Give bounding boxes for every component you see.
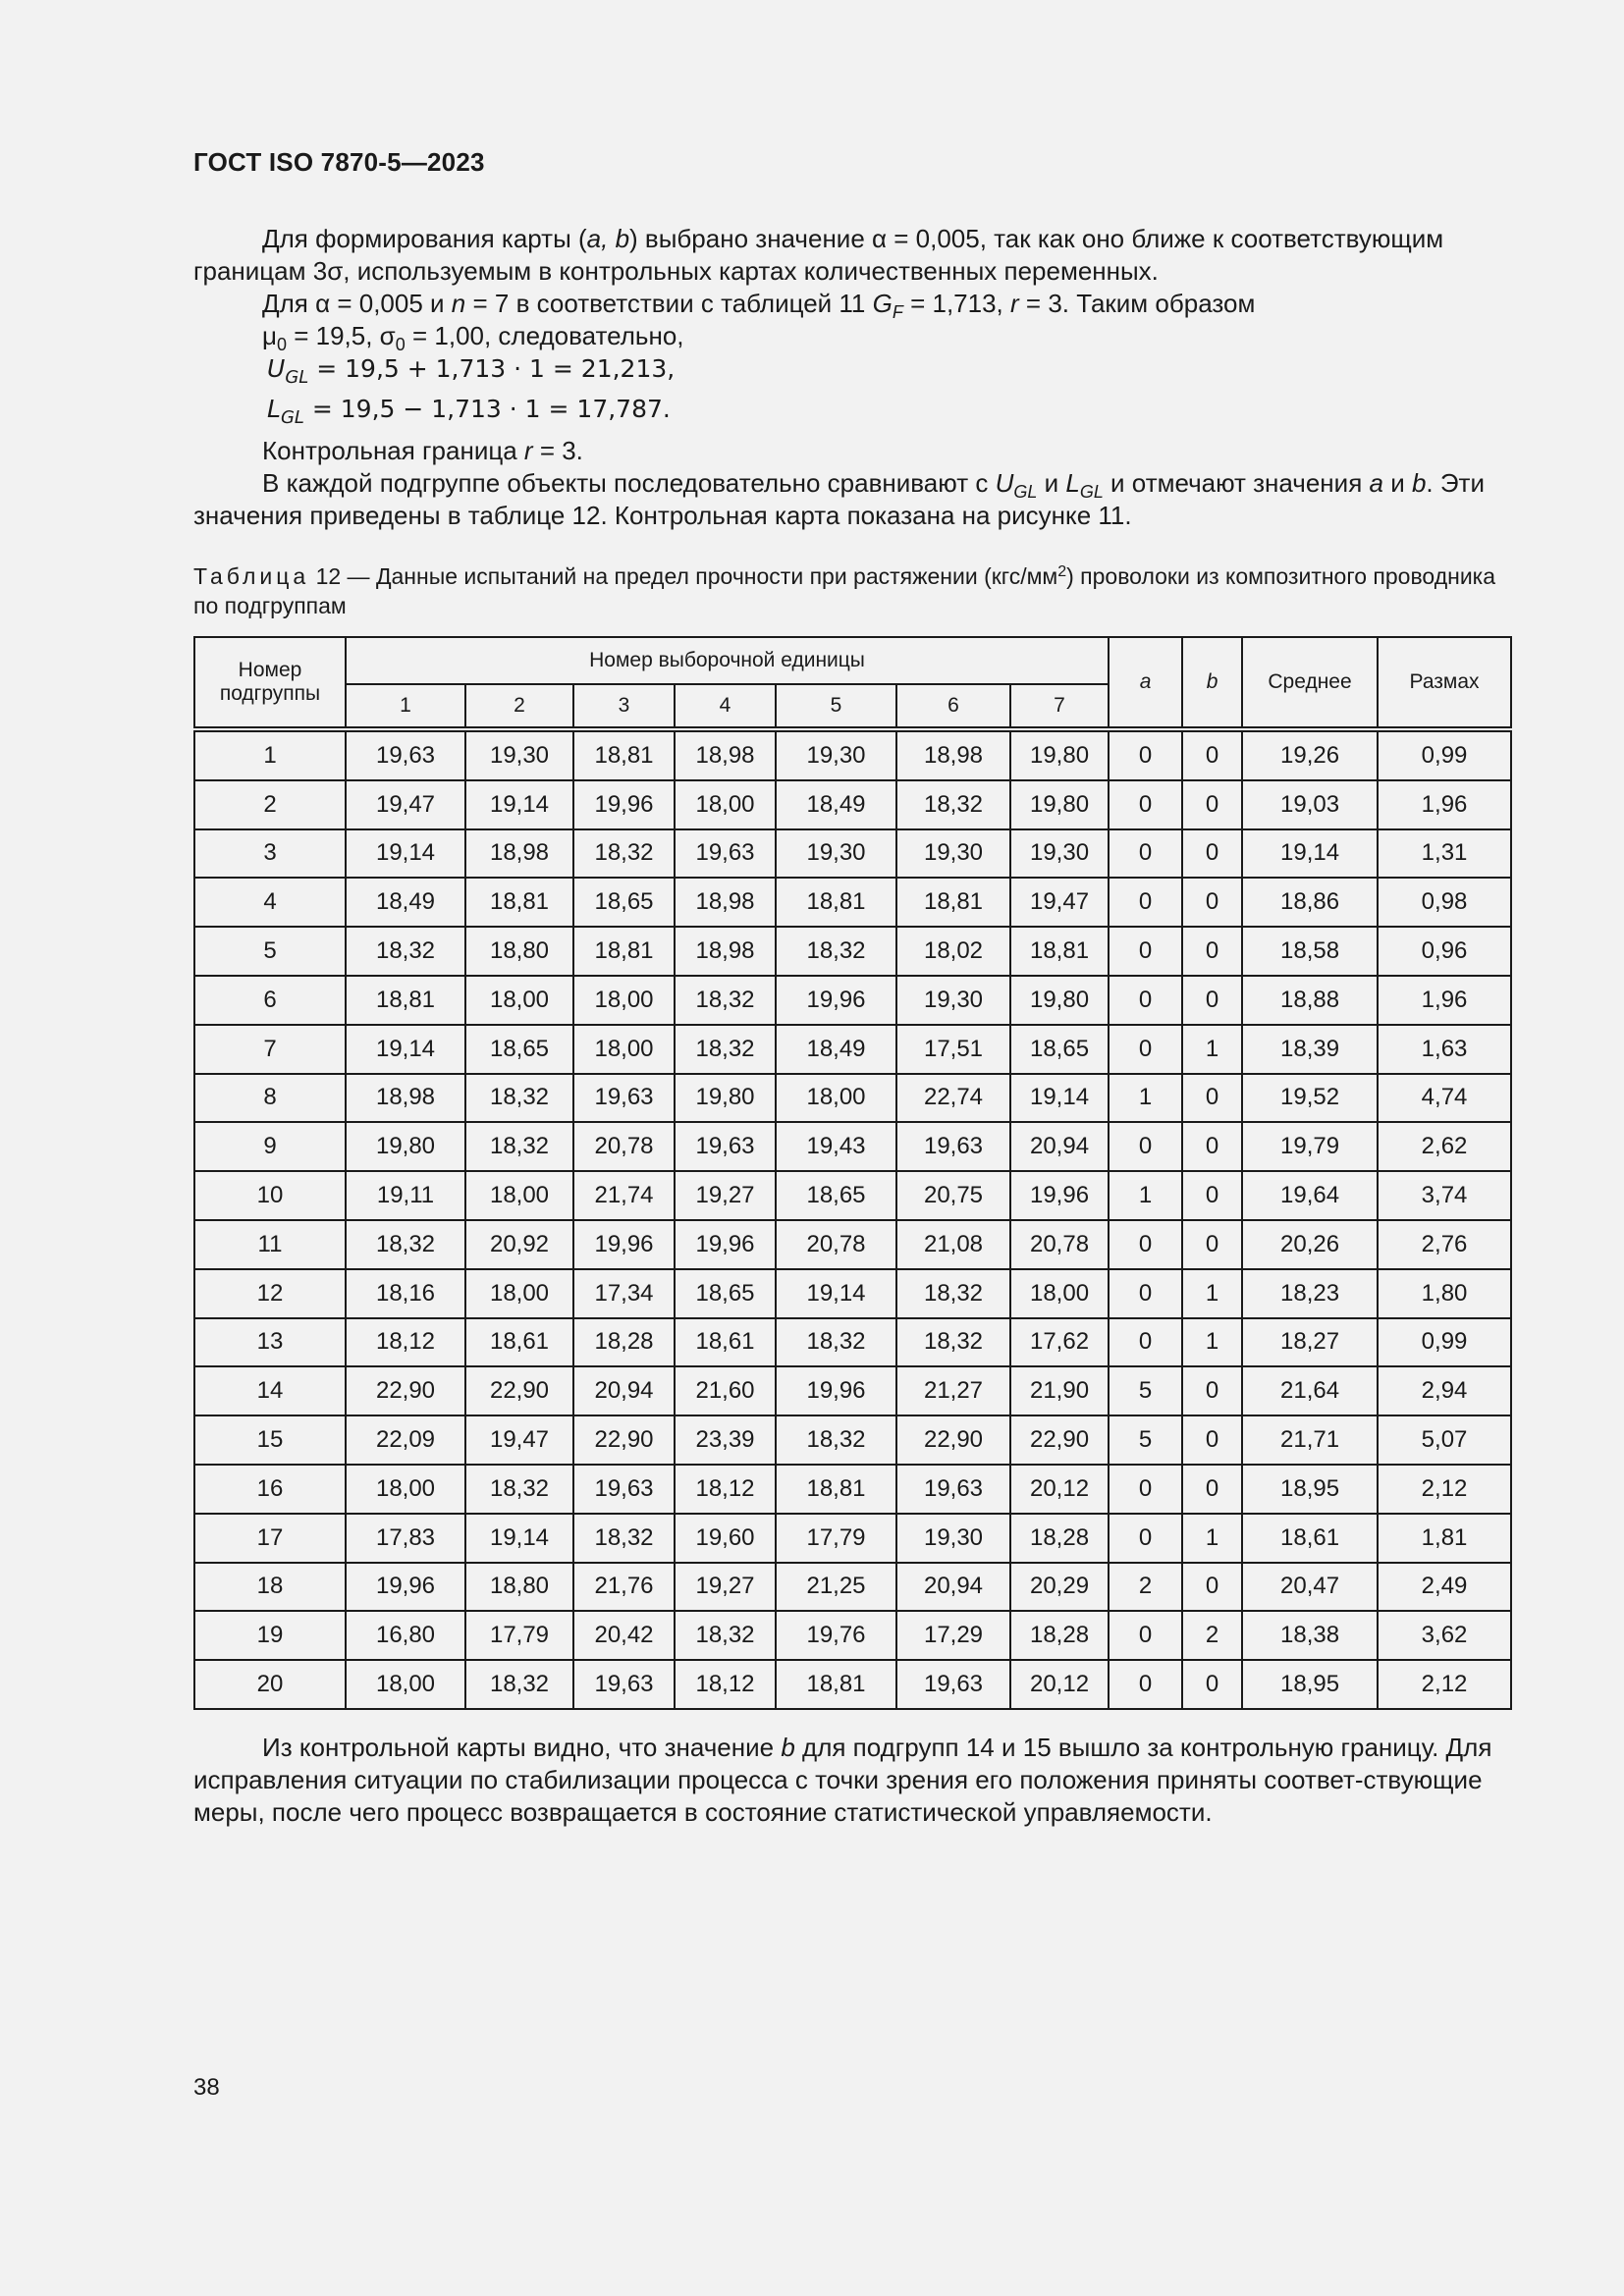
- table-cell: 15: [194, 1415, 346, 1465]
- table-cell: 18,98: [675, 878, 776, 927]
- table-cell: 18,00: [346, 1465, 465, 1514]
- table-cell: 21,25: [776, 1563, 896, 1612]
- table-cell: 5: [1109, 1415, 1182, 1465]
- table-cell: 19,03: [1242, 780, 1378, 829]
- table-cell: 19,80: [346, 1122, 465, 1171]
- table-cell: 2: [1109, 1563, 1182, 1612]
- table-cell: 9: [194, 1122, 346, 1171]
- table-cell: 19,80: [1010, 729, 1109, 780]
- table-cell: 18,00: [465, 976, 573, 1025]
- table-cell: 1: [1109, 1171, 1182, 1220]
- table-cell: 7: [194, 1025, 346, 1074]
- table-cell: 18,80: [465, 927, 573, 976]
- table-cell: 20,78: [1010, 1220, 1109, 1269]
- table-cell: 0: [1182, 1563, 1242, 1612]
- table-cell: 3,74: [1378, 1171, 1511, 1220]
- table-cell: 8: [194, 1074, 346, 1123]
- table-cell: 12: [194, 1269, 346, 1318]
- table-cell: 18,32: [675, 1025, 776, 1074]
- document-header: ГОСТ ISO 7870-5—2023: [193, 147, 485, 177]
- table-cell: 18,00: [573, 976, 675, 1025]
- table-cell: 1: [1182, 1025, 1242, 1074]
- table-row: [194, 1220, 1511, 1269]
- table-cell: 19,26: [1242, 729, 1378, 780]
- table-cell: 18,00: [573, 1025, 675, 1074]
- table-cell: 18,12: [675, 1465, 776, 1514]
- table-cell: 0: [1109, 1122, 1182, 1171]
- table-cell: 20,92: [465, 1220, 573, 1269]
- table-cell: 18,32: [776, 1415, 896, 1465]
- table-cell: 0: [1109, 1318, 1182, 1367]
- table-cell: 1,63: [1378, 1025, 1511, 1074]
- table-cell: 19,63: [573, 1660, 675, 1709]
- table-cell: 0: [1182, 1074, 1242, 1123]
- table-row: [194, 1269, 1511, 1318]
- table-cell: 19,96: [573, 1220, 675, 1269]
- table-cell: 19,96: [1010, 1171, 1109, 1220]
- table-cell: 18,81: [776, 878, 896, 927]
- table-cell: 18,00: [776, 1074, 896, 1123]
- table-cell: 5: [1109, 1366, 1182, 1415]
- table-cell: 18,86: [1242, 878, 1378, 927]
- table-cell: 0: [1182, 927, 1242, 976]
- table-cell: 0: [1109, 1269, 1182, 1318]
- table-cell: 18,32: [465, 1122, 573, 1171]
- header-sample-col: 4: [675, 684, 776, 729]
- table-cell: 0: [1182, 1122, 1242, 1171]
- table-cell: 2,49: [1378, 1563, 1511, 1612]
- paragraph-mu-sigma: $\mu_0 = 19,5$, $\sigma_0 = 1,00$, следовательно,: [262, 321, 684, 354]
- table-cell: 21,64: [1242, 1366, 1378, 1415]
- table-cell: 1,96: [1378, 780, 1511, 829]
- table-cell: 19,63: [896, 1122, 1010, 1171]
- table-cell: 19,27: [675, 1563, 776, 1612]
- table-cell: 20,12: [1010, 1465, 1109, 1514]
- formula-lgl: $L_{GL} = 19,5 - 1,713 \cdot 1 = 17,787$.: [267, 395, 671, 428]
- table-cell: 18,39: [1242, 1025, 1378, 1074]
- table-cell: 18,49: [776, 780, 896, 829]
- table-row: [194, 1660, 1511, 1709]
- table-cell: 19,30: [896, 976, 1010, 1025]
- table-cell: 0: [1109, 1611, 1182, 1660]
- table-cell: 18,65: [573, 878, 675, 927]
- table-row: [194, 1514, 1511, 1563]
- table-cell: 19,76: [776, 1611, 896, 1660]
- table-cell: 18,95: [1242, 1660, 1378, 1709]
- table-cell: 6: [194, 976, 346, 1025]
- table-cell: 19,96: [573, 780, 675, 829]
- table-cell: 2: [1182, 1611, 1242, 1660]
- table-cell: 2: [194, 780, 346, 829]
- table-cell: 0,99: [1378, 729, 1511, 780]
- table-cell: 19,30: [896, 829, 1010, 879]
- table-cell: 1,81: [1378, 1514, 1511, 1563]
- table-cell: 16,80: [346, 1611, 465, 1660]
- table-cell: 18,95: [1242, 1465, 1378, 1514]
- table-cell: 0,96: [1378, 927, 1511, 976]
- table-cell: 17,83: [346, 1514, 465, 1563]
- table-cell: 19,63: [896, 1660, 1010, 1709]
- table-cell: 18,12: [346, 1318, 465, 1367]
- table-cell: 13: [194, 1318, 346, 1367]
- table-cell: 18,28: [1010, 1514, 1109, 1563]
- table-cell: 22,90: [1010, 1415, 1109, 1465]
- table-cell: 0: [1182, 1171, 1242, 1220]
- table-cell: 18,65: [675, 1269, 776, 1318]
- table-cell: 11: [194, 1220, 346, 1269]
- header-sample-col: 5: [776, 684, 896, 729]
- table-cell: 0: [1182, 829, 1242, 879]
- table-cell: 21,27: [896, 1366, 1010, 1415]
- table-row: [194, 1415, 1511, 1465]
- table-cell: 18,49: [346, 878, 465, 927]
- table-cell: 18,81: [896, 878, 1010, 927]
- table-cell: 18,81: [776, 1660, 896, 1709]
- table-cell: 21,74: [573, 1171, 675, 1220]
- table-cell: 0: [1182, 976, 1242, 1025]
- table-cell: 1,31: [1378, 829, 1511, 879]
- table-cell: 20,78: [776, 1220, 896, 1269]
- table-cell: 18,98: [896, 729, 1010, 780]
- table-cell: 17,79: [465, 1611, 573, 1660]
- table-cell: 20,94: [1010, 1122, 1109, 1171]
- table-cell: 0: [1109, 1025, 1182, 1074]
- table-cell: 19,14: [346, 1025, 465, 1074]
- table-cell: 21,60: [675, 1366, 776, 1415]
- table-cell: 19,27: [675, 1171, 776, 1220]
- table-cell: 18,32: [573, 1514, 675, 1563]
- table-cell: 20,94: [896, 1563, 1010, 1612]
- header-sample: Номер выборочной единицы: [346, 637, 1109, 684]
- table-cell: 19,80: [675, 1074, 776, 1123]
- table-cell: 18,49: [776, 1025, 896, 1074]
- table-cell: 0: [1182, 1415, 1242, 1465]
- table-cell: 0: [1182, 780, 1242, 829]
- header-subgroup: Номер подгруппы: [194, 637, 346, 729]
- table-cell: 17,51: [896, 1025, 1010, 1074]
- table-cell: 2,62: [1378, 1122, 1511, 1171]
- table-cell: 19,14: [346, 829, 465, 879]
- table-cell: 19,63: [675, 1122, 776, 1171]
- table-cell: 18,32: [465, 1465, 573, 1514]
- table-row: [194, 976, 1511, 1025]
- table-cell: 1: [194, 729, 346, 780]
- table-cell: 20,26: [1242, 1220, 1378, 1269]
- table-cell: 0: [1109, 780, 1182, 829]
- table-cell: 0: [1109, 927, 1182, 976]
- table-cell: 18,61: [675, 1318, 776, 1367]
- table-row: [194, 829, 1511, 879]
- table-cell: 19,63: [346, 729, 465, 780]
- table-cell: 18,38: [1242, 1611, 1378, 1660]
- table-cell: 19,30: [1010, 829, 1109, 879]
- table-row: [194, 1074, 1511, 1123]
- table-cell: 20,42: [573, 1611, 675, 1660]
- table-cell: 18,32: [675, 976, 776, 1025]
- table-cell: 19,96: [776, 1366, 896, 1415]
- table-cell: 19,52: [1242, 1074, 1378, 1123]
- table-cell: 18,27: [1242, 1318, 1378, 1367]
- table-row: [194, 1318, 1511, 1367]
- table-cell: 18,32: [465, 1074, 573, 1123]
- table-cell: 18,32: [346, 1220, 465, 1269]
- table-row: [194, 927, 1511, 976]
- table-row: [194, 780, 1511, 829]
- table-body: [194, 729, 1511, 1709]
- table-cell: 18,00: [465, 1269, 573, 1318]
- table-cell: 18,00: [675, 780, 776, 829]
- table-cell: 18,28: [573, 1318, 675, 1367]
- table-cell: 19,11: [346, 1171, 465, 1220]
- table-cell: 18,00: [346, 1660, 465, 1709]
- table-caption: Таблица 12 — Данные испытаний на предел прочности при растяжении $(кгс/мм^2)$ проволоки из композитного проводника по подгруппам: [193, 563, 1496, 618]
- table-cell: 21,71: [1242, 1415, 1378, 1465]
- table-cell: 19,14: [465, 1514, 573, 1563]
- table-row: [194, 878, 1511, 927]
- table-cell: 4,74: [1378, 1074, 1511, 1123]
- table-cell: 0: [1182, 1465, 1242, 1514]
- table-cell: 2,12: [1378, 1660, 1511, 1709]
- intro-text: [193, 223, 1507, 532]
- table-cell: 18,00: [1010, 1269, 1109, 1318]
- table-cell: 17,62: [1010, 1318, 1109, 1367]
- table-cell: 18,80: [465, 1563, 573, 1612]
- table-cell: 20: [194, 1660, 346, 1709]
- table-cell: 18,61: [465, 1318, 573, 1367]
- table-cell: 19,14: [1010, 1074, 1109, 1123]
- table-cell: 18,81: [346, 976, 465, 1025]
- paragraph-gf-value: Для α = 0,005 и n = 7 в соответствии с таблицей 11 $G_F = 1,713$, r = 3. Таким образом: [262, 289, 1256, 322]
- header-sample-col: 6: [896, 684, 1010, 729]
- table-cell: 18,32: [465, 1660, 573, 1709]
- header-range: Размах: [1378, 637, 1511, 729]
- table-cell: 18,32: [675, 1611, 776, 1660]
- table-cell: 18,32: [896, 1318, 1010, 1367]
- table-cell: 18,28: [1010, 1611, 1109, 1660]
- table-cell: 23,39: [675, 1415, 776, 1465]
- page-number: 38: [193, 2074, 220, 2101]
- table-cell: 0: [1109, 1220, 1182, 1269]
- header-sample-col: 7: [1010, 684, 1109, 729]
- table-cell: 19,60: [675, 1514, 776, 1563]
- table-cell: 18,32: [573, 829, 675, 879]
- table-cell: 0: [1109, 1514, 1182, 1563]
- table-cell: 3: [194, 829, 346, 879]
- table-cell: 10: [194, 1171, 346, 1220]
- table-cell: 19,43: [776, 1122, 896, 1171]
- table-cell: 22,90: [346, 1366, 465, 1415]
- table-cell: 18,81: [573, 927, 675, 976]
- table-cell: 0: [1109, 878, 1182, 927]
- header-sample-col: 1: [346, 684, 465, 729]
- table-cell: 5,07: [1378, 1415, 1511, 1465]
- table-cell: 0: [1109, 729, 1182, 780]
- table-cell: 18,02: [896, 927, 1010, 976]
- table-cell: 22,90: [896, 1415, 1010, 1465]
- table-cell: 20,12: [1010, 1660, 1109, 1709]
- table-cell: 5: [194, 927, 346, 976]
- table-cell: 20,78: [573, 1122, 675, 1171]
- table-cell: 19,63: [675, 829, 776, 879]
- table-cell: 0: [1182, 1660, 1242, 1709]
- table-cell: 17,29: [896, 1611, 1010, 1660]
- table-cell: 22,74: [896, 1074, 1010, 1123]
- table-cell: 19,14: [776, 1269, 896, 1318]
- table-row: [194, 1122, 1511, 1171]
- table-cell: 19,47: [1010, 878, 1109, 927]
- table-cell: 1,80: [1378, 1269, 1511, 1318]
- table-cell: 19,63: [573, 1074, 675, 1123]
- table-cell: 18,61: [1242, 1514, 1378, 1563]
- table-cell: 20,75: [896, 1171, 1010, 1220]
- formula-ugl: $U_{GL} = 19,5 + 1,713 \cdot 1 = 21,213$,: [267, 354, 676, 388]
- table-cell: 2,76: [1378, 1220, 1511, 1269]
- table-cell: 2,94: [1378, 1366, 1511, 1415]
- table-cell: 1: [1182, 1269, 1242, 1318]
- table-cell: 19,64: [1242, 1171, 1378, 1220]
- table-cell: 18,23: [1242, 1269, 1378, 1318]
- table-cell: 1: [1109, 1074, 1182, 1123]
- table-row: [194, 729, 1511, 780]
- table-row: [194, 1366, 1511, 1415]
- table-cell: 20,94: [573, 1366, 675, 1415]
- table-cell: 18,32: [776, 1318, 896, 1367]
- table-row: [194, 1465, 1511, 1514]
- table-cell: 0: [1109, 976, 1182, 1025]
- table-cell: 19,47: [346, 780, 465, 829]
- table-cell: 18,58: [1242, 927, 1378, 976]
- data-table: [193, 636, 1512, 1710]
- table-cell: 18,81: [573, 729, 675, 780]
- table-cell: 18,12: [675, 1660, 776, 1709]
- conclusion-text: [193, 1732, 1507, 1829]
- table-cell: 18,16: [346, 1269, 465, 1318]
- table-cell: 18: [194, 1563, 346, 1612]
- table-cell: 18,65: [1010, 1025, 1109, 1074]
- table-cell: 22,90: [465, 1366, 573, 1415]
- table-cell: 19,14: [465, 780, 573, 829]
- header-sample-col: 3: [573, 684, 675, 729]
- table-cell: 19,30: [776, 729, 896, 780]
- table-cell: 1: [1182, 1514, 1242, 1563]
- table-cell: 1,96: [1378, 976, 1511, 1025]
- table-cell: 19,63: [573, 1465, 675, 1514]
- header-a: a: [1109, 637, 1182, 729]
- table-cell: 2,12: [1378, 1465, 1511, 1514]
- table-cell: 0: [1109, 829, 1182, 879]
- table-cell: 0: [1182, 1220, 1242, 1269]
- table-cell: 19,30: [896, 1514, 1010, 1563]
- table-cell: 14: [194, 1366, 346, 1415]
- table-cell: 18,98: [675, 729, 776, 780]
- table-cell: 20,47: [1242, 1563, 1378, 1612]
- table-cell: 18,32: [346, 927, 465, 976]
- table-cell: 20,29: [1010, 1563, 1109, 1612]
- paragraph-conclusion: Из контрольной карты видно, что значение b для подгрупп 14 и 15 вышло за контрольную границу. Для исправления ситуации по стабилизации процесса с точки зрения его положения приняты соответ-ствующие меры, после чего процесс возвращается в состояние статистической управляемости.: [193, 1733, 1492, 1827]
- table-cell: 0,99: [1378, 1318, 1511, 1367]
- table-cell: 1: [1182, 1318, 1242, 1367]
- paragraph-comparison: В каждой подгруппе объекты последовательно сравнивают с $U_{GL}$ и $L_{GL}$ и отмечают значения a и b. Эти значения приведены в таблице 12. Контрольная карта показана на рисунке 11.: [193, 468, 1485, 530]
- table-cell: 0: [1182, 878, 1242, 927]
- table-cell: 4: [194, 878, 346, 927]
- table-cell: 19,96: [776, 976, 896, 1025]
- header-b: b: [1182, 637, 1242, 729]
- table-cell: 0: [1182, 1366, 1242, 1415]
- table-cell: 21,08: [896, 1220, 1010, 1269]
- table-cell: 0: [1109, 1465, 1182, 1514]
- paragraph-control-limit: Контрольная граница r = 3.: [262, 436, 583, 465]
- table-cell: 19,47: [465, 1415, 573, 1465]
- table-cell: 18,98: [465, 829, 573, 879]
- table-cell: 22,90: [573, 1415, 675, 1465]
- table-cell: 17,79: [776, 1514, 896, 1563]
- table-cell: 19,80: [1010, 780, 1109, 829]
- table-cell: 21,76: [573, 1563, 675, 1612]
- table-cell: 19,30: [465, 729, 573, 780]
- table-cell: 19,63: [896, 1465, 1010, 1514]
- table-cell: 18,65: [465, 1025, 573, 1074]
- table-cell: 19: [194, 1611, 346, 1660]
- table-row: [194, 1025, 1511, 1074]
- table-row: [194, 1171, 1511, 1220]
- paragraph-alpha-choice: Для формирования карты (a, b) выбрано значение α = 0,005, так как оно ближе к соответствующим границам 3σ, используемым в контрольных картах количественных переменных.: [193, 224, 1444, 286]
- table-cell: 19,96: [675, 1220, 776, 1269]
- table-cell: 18,65: [776, 1171, 896, 1220]
- table-cell: 18,98: [675, 927, 776, 976]
- table-cell: 22,09: [346, 1415, 465, 1465]
- table-cell: 18,32: [896, 780, 1010, 829]
- table-row: [194, 1611, 1511, 1660]
- table-cell: 0,98: [1378, 878, 1511, 927]
- table-cell: 19,96: [346, 1563, 465, 1612]
- table-cell: 19,14: [1242, 829, 1378, 879]
- table-cell: 21,90: [1010, 1366, 1109, 1415]
- table-cell: 18,32: [896, 1269, 1010, 1318]
- table-cell: 19,30: [776, 829, 896, 879]
- table-cell: 18,00: [465, 1171, 573, 1220]
- table-cell: 0: [1109, 1660, 1182, 1709]
- header-mean: Среднее: [1242, 637, 1378, 729]
- table-cell: 18,98: [346, 1074, 465, 1123]
- table-cell: 18,32: [776, 927, 896, 976]
- table-cell: 17,34: [573, 1269, 675, 1318]
- table-cell: 18,81: [776, 1465, 896, 1514]
- table-cell: 19,80: [1010, 976, 1109, 1025]
- table-cell: 3,62: [1378, 1611, 1511, 1660]
- table-row: [194, 1563, 1511, 1612]
- table-cell: 18,81: [465, 878, 573, 927]
- table-cell: 17: [194, 1514, 346, 1563]
- table-cell: 18,81: [1010, 927, 1109, 976]
- table-cell: 0: [1182, 729, 1242, 780]
- table-cell: 16: [194, 1465, 346, 1514]
- table-cell: 18,88: [1242, 976, 1378, 1025]
- table-cell: 19,79: [1242, 1122, 1378, 1171]
- header-sample-col: 2: [465, 684, 573, 729]
